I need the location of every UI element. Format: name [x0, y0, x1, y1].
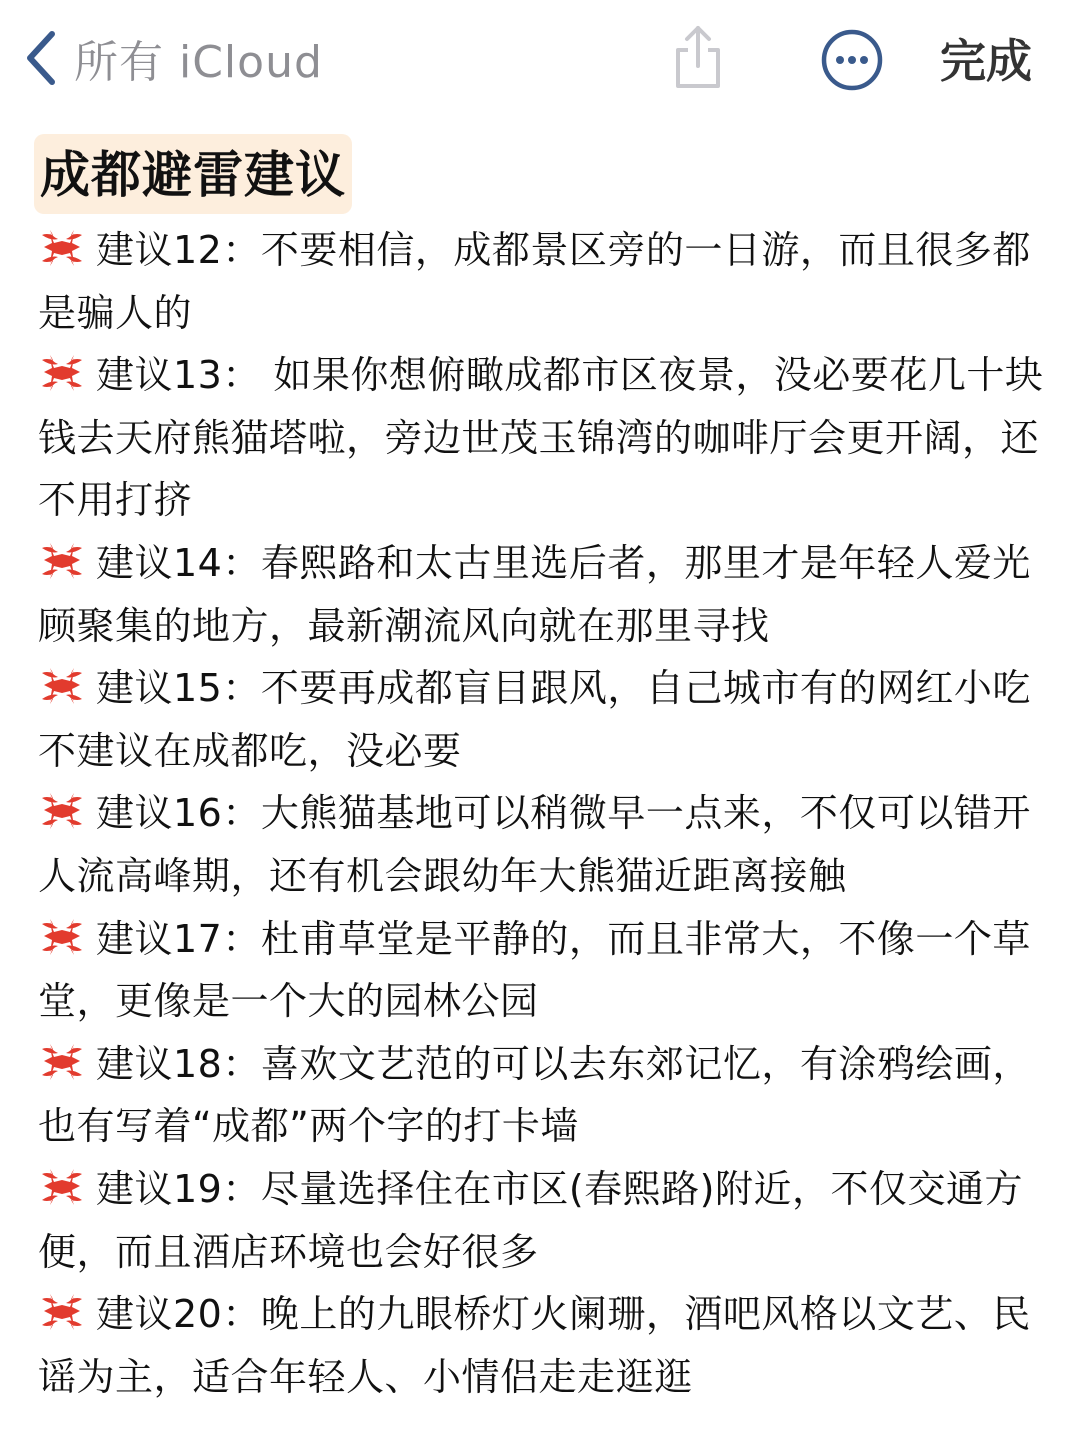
- anger-symbol-icon: [40, 1037, 84, 1075]
- note-title-highlight: [34, 134, 352, 214]
- tips-list: [38, 219, 1063, 1408]
- tip-item: [38, 1283, 1063, 1408]
- tip-item: [38, 1033, 1063, 1158]
- tip-item: [38, 344, 1063, 532]
- back-label: 所有 iCloud: [74, 37, 323, 88]
- tip-item: [38, 657, 1063, 782]
- anger-symbol-icon: [40, 348, 84, 386]
- navigation-bar: [0, 0, 1080, 112]
- done-button[interactable]: 完成: [940, 34, 1032, 88]
- tip-item: [38, 782, 1063, 907]
- anger-symbol-icon: [40, 912, 84, 950]
- tip-item: [38, 908, 1063, 1033]
- note-body: [38, 219, 1063, 1408]
- anger-symbol-icon: [40, 786, 84, 824]
- anger-symbol-icon: [40, 536, 84, 574]
- ellipsis-circle-icon: [820, 77, 884, 96]
- tip-item: [38, 532, 1063, 657]
- chevron-left-icon: [22, 30, 58, 86]
- anger-symbol-icon: [40, 1287, 84, 1325]
- anger-symbol-icon: [40, 661, 84, 699]
- anger-symbol-icon: [40, 223, 84, 261]
- more-button[interactable]: [820, 28, 884, 96]
- tip-text: 建议14：春熙路和太古里选后者，那里才是年轻人爱光顾聚集的地方，最新潮流风向就在那里寻找: [38, 540, 1031, 648]
- tip-text: 建议17：杜甫草堂是平静的，而且非常大，不像一个草堂，更像是一个大的园林公园: [38, 916, 1031, 1024]
- tip-text: 建议12：不要相信，成都景区旁的一日游，而且很多都是骗人的: [38, 228, 1031, 335]
- tip-text: 建议15：不要再成都盲目跟风，自己城市有的网红小吃不建议在成都吃，没必要: [38, 666, 1031, 773]
- anger-symbol-icon: [40, 1162, 84, 1200]
- tip-text: 建议19：尽量选择住在市区(春熙路)附近，不仅交通方便，而且酒店环境也会好很多: [38, 1166, 1024, 1274]
- tip-item: [38, 1158, 1063, 1283]
- share-button[interactable]: [668, 22, 728, 96]
- tip-text: 建议18：喜欢文艺范的可以去东郊记忆，有涂鸦绘画，也有写着“成都”两个字的打卡墙: [38, 1041, 1031, 1149]
- note-title: 成都避雷建议: [40, 146, 346, 204]
- tip-text: 建议16：大熊猫基地可以稍微早一点来，不仅可以错开人流高峰期，还有机会跟幼年大熊猫近距离接触: [38, 791, 1031, 898]
- tip-item: [38, 219, 1063, 344]
- back-button[interactable]: [22, 28, 323, 88]
- share-icon: [668, 77, 728, 96]
- tip-text: 建议20：晚上的九眼桥灯火阑珊，酒吧风格以文艺、民谣为主，适合年轻人、小情侣走走逛逛: [38, 1292, 1031, 1399]
- tip-text: 建议13： 如果你想俯瞰成都市区夜景，没必要花几十块钱去天府熊猫塔啦，旁边世茂玉锦湾的咖啡厅会更开阔，还不用打挤: [38, 353, 1044, 523]
